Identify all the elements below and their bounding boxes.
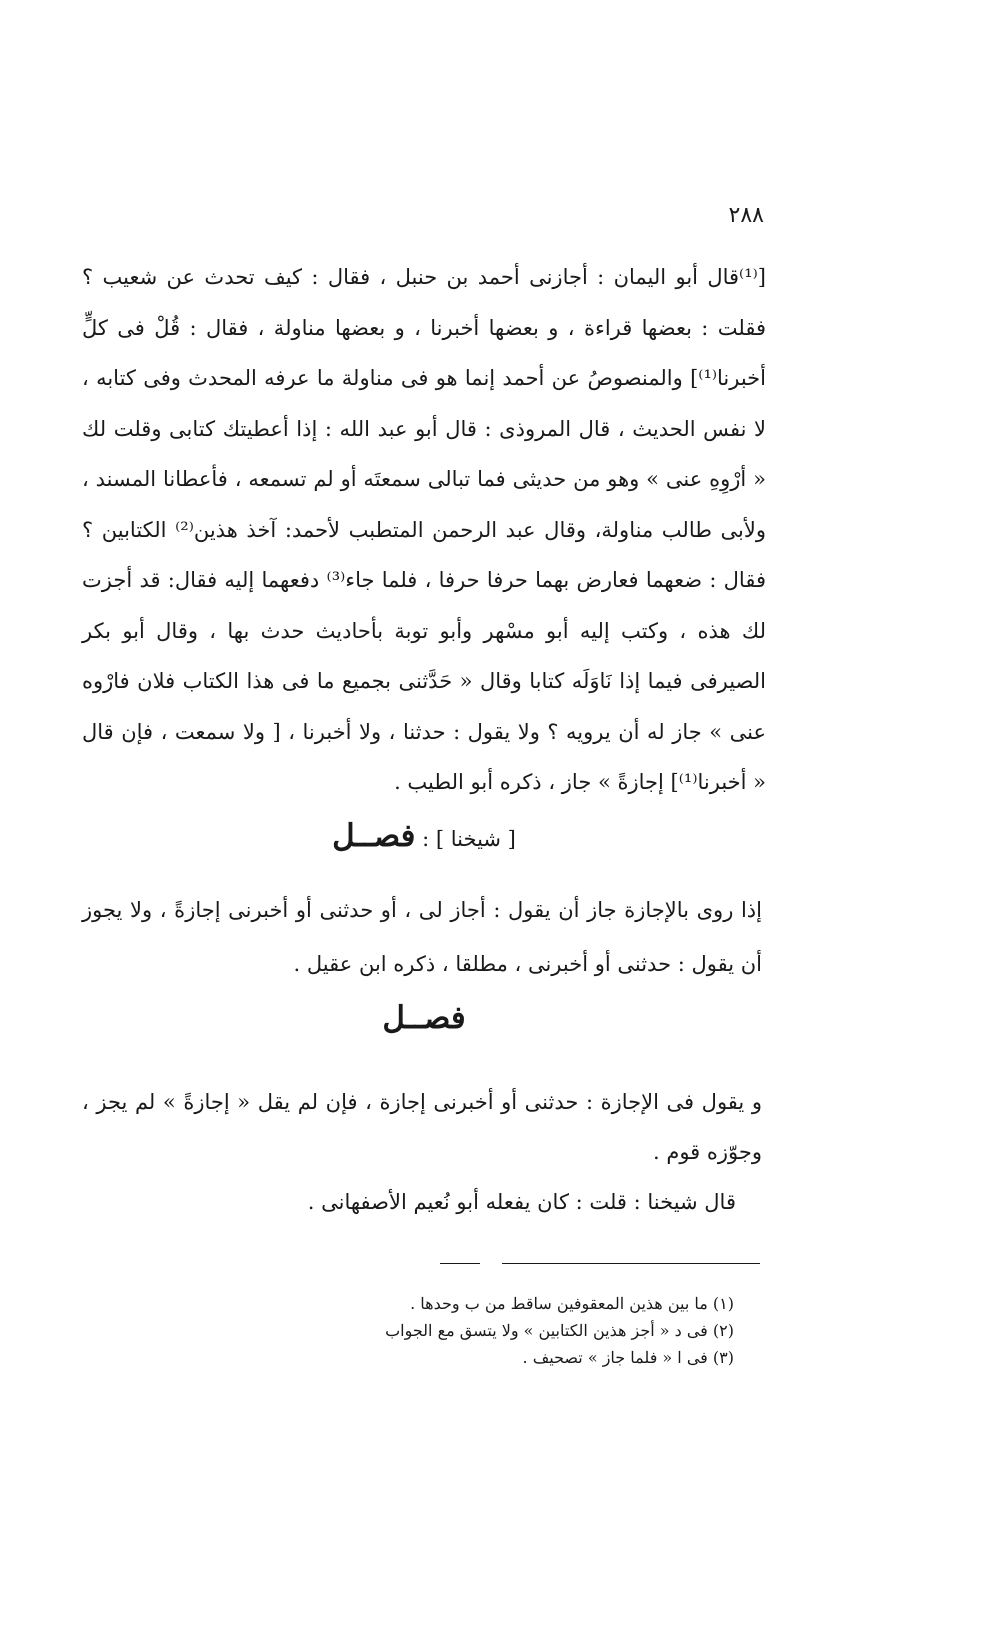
text-line: و يقول فى الإجازة : حدثنى أو أخبرنى إجازة ، فإن لم يقل « إجازةً » لم يجز ،	[82, 1090, 762, 1114]
footnote-divider-short	[440, 1263, 480, 1264]
text-line: لك « أرْوِهِ عنى » وهو من حديثى فما تبالى سمعتَه أو لم تسمعه ، فأعطانا المسند ،	[82, 416, 766, 491]
text-line: فقلت : بعضها قراءة ، و بعضها أخبرنا ، و بعضها مناولة ، فقال : قُلْ فى كلٍّ	[82, 315, 766, 340]
text-line: ولأبى طالب مناولة، وقال عبد الرحمن المتطبب لأحمد: آخذ هذين⁽²⁾ الكتابين ؟ فقال :	[82, 517, 767, 592]
paragraph-ijaza-narration	[82, 252, 766, 808]
text-line: وكتب إليه أبو مسْهر وأبو توبة بأحاديث حدث بها ، وقال أبو بكر الصيرفى	[82, 618, 766, 693]
text-line: ضعهما فعارض بهما حرفا حرفا ، فلما جاء⁽³⁾ دفعهما إليه فقال: قد أجزت لك هذه ،	[82, 568, 767, 643]
paragraph-riwaya-bil-ijaza	[82, 883, 762, 991]
text-line: جاز له أن يرويه ؟ ولا يقول : حدثنا ، ولا أخبرنا ، [ ولا سمعت ، فإن قال	[82, 719, 702, 744]
text-line: إذا روى بالإجازة جاز أن يقول : أجاز لى ، أو حدثنى أو أخبرنى إجازةً ،	[159, 898, 762, 922]
section-heading-fasl: فصــل	[382, 1000, 466, 1036]
paragraph-qawl-fil-ijaza	[82, 1077, 762, 1227]
section-heading-shaykhuna-fasl	[82, 818, 766, 854]
text-line: « أخبرنا⁽¹⁾] إجازةً » جاز ، ذكره أبو الطيب .	[394, 770, 766, 794]
text-line: وجوّزه قوم .	[652, 1140, 762, 1164]
footnote-divider-long	[502, 1263, 760, 1264]
text-line: ولا يجوز أن يقول : حدثنى أو أخبرنى ، مطلقا ، ذكره ابن عقيل .	[82, 898, 762, 976]
footnote-3: (٣) فى ا « فلما جاز » تصحيف .	[522, 1348, 734, 1367]
footnote-1: (١) ما بين هذين المعقوفين ساقط من ب وحدها .	[410, 1294, 734, 1313]
text-line: فيما إذا نَاوَلَه كتابا وقال « حَدَّثنى بجميع ما فى هذا الكتاب فلان فارْوه عنى »	[82, 669, 766, 744]
text-line: أخبرنا⁽¹⁾] والمنصوصُ عن أحمد إنما هو فى مناولة ما عرفه المحدث وفى كتابه ،	[82, 366, 766, 390]
text-line: لا نفس الحديث ، قال المروذى : قال أبو عبد الله : إذا أعطيتك كتابى وقلت	[113, 416, 766, 441]
heading-prefix: [ شيخنا ] :	[422, 827, 516, 851]
page-number: ٢٨٨	[728, 203, 764, 228]
footnote-2: (٢) فى د « أجز هذين الكتابين » ولا يتسق مع الجواب	[385, 1321, 734, 1340]
heading-fasl-word: فصــل	[332, 818, 416, 854]
text-line: [⁽¹⁾قال أبو اليمان : أجازنى أحمد بن حنبل ، فقال : كيف تحدث عن شعيب ؟	[82, 265, 766, 289]
text-line-indented: قال شيخنا : قلت : كان يفعله أبو نُعيم الأصفهانى .	[307, 1190, 736, 1214]
footnotes	[82, 1290, 734, 1371]
